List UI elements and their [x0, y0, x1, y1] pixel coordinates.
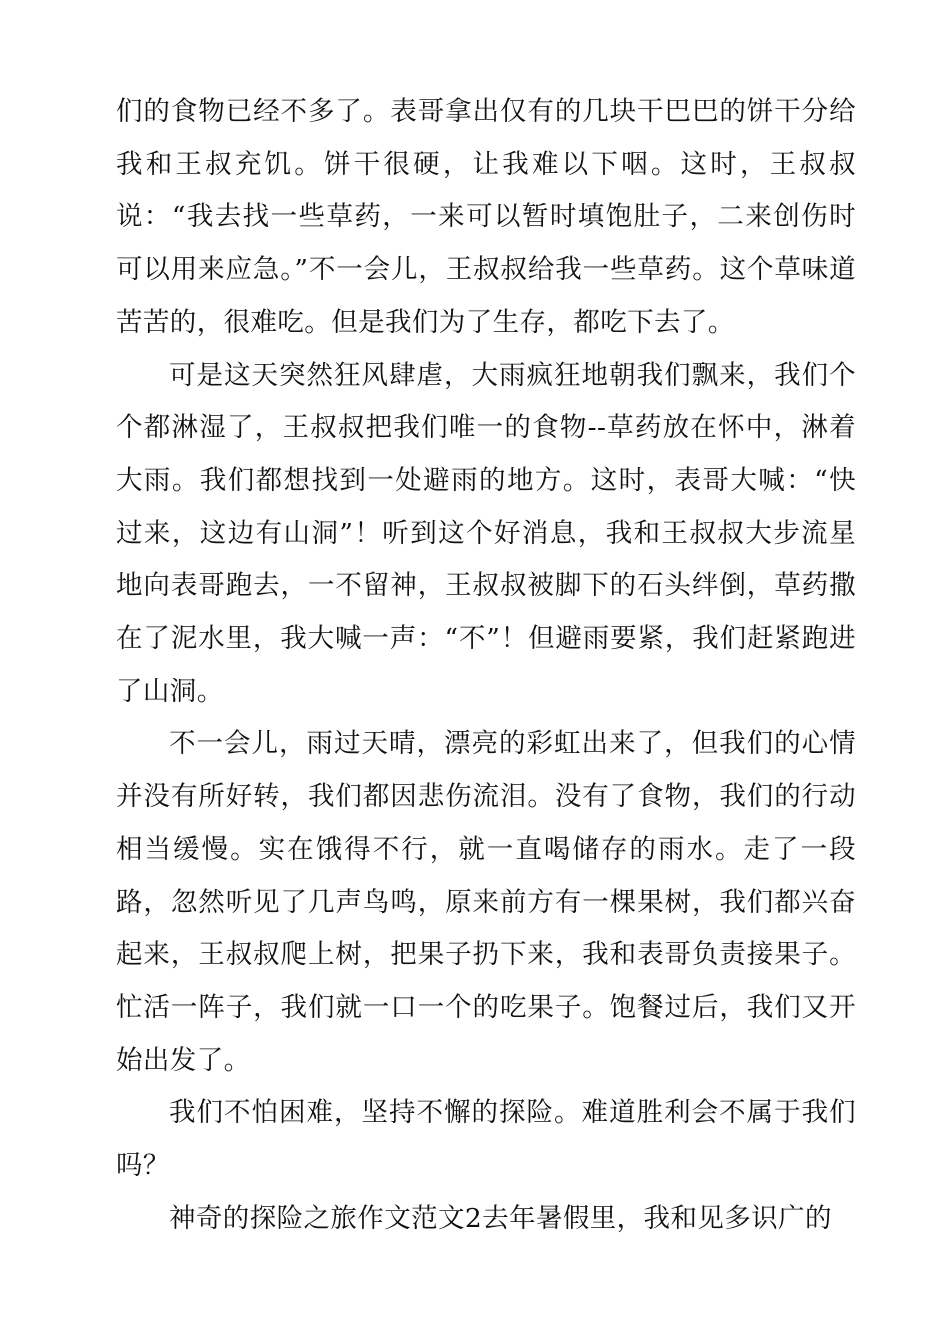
document-body [116, 86, 856, 1245]
paragraph-next-essay: 神奇的探险之旅作文范文2去年暑假里，我和见多识广的 [169, 1202, 832, 1234]
paragraph-rainbow: 不一会儿，雨过天晴，漂亮的彩虹出来了，但我们的心情并没有所好转，我们都因悲伤流泪。没有了食物，我们的行动相当缓慢。实在饿得不行，就一直喝储存的雨水。走了一段路，忽然听见了几声鸟鸣，原来前方有一棵果树，我们都兴奋起来，王叔叔爬上树，把果子扔下来，我和表哥负责接果子。忙活一阵子，我们就一口一个的吃果子。饱餐过后，我们又开始出发了。 [116, 728, 856, 1076]
paragraph-continued: 们的食物已经不多了。表哥拿出仅有的几块干巴巴的饼干分给我和王叔充饥。饼干很硬，让我难以下咽。这时，王叔叔说：“我去找一些草药，一来可以暂时填饱肚子，二来创伤时可以用来应急。”不一会儿，王叔叔给我一些草药。这个草味道苦苦的，很难吃。但是我们为了生存，都吃下去了。 [116, 96, 856, 338]
paragraph-storm: 可是这天突然狂风肆虐，大雨疯狂地朝我们飘来，我们个个都淋湿了，王叔叔把我们唯一的食物--草药放在怀中，淋着大雨。我们都想找到一处避雨的地方。这时，表哥大喊：“快过来，这边有山洞”！听到这个好消息，我和王叔叔大步流星地向表哥跑去，一不留神，王叔叔被脚下的石头绊倒，草药撒在了泥水里，我大喊一声：“不”！但避雨要紧，我们赶紧跑进了山洞。 [116, 359, 856, 707]
paragraph-conclusion: 我们不怕困难，坚持不懈的探险。难道胜利会不属于我们吗？ [116, 1097, 856, 1182]
